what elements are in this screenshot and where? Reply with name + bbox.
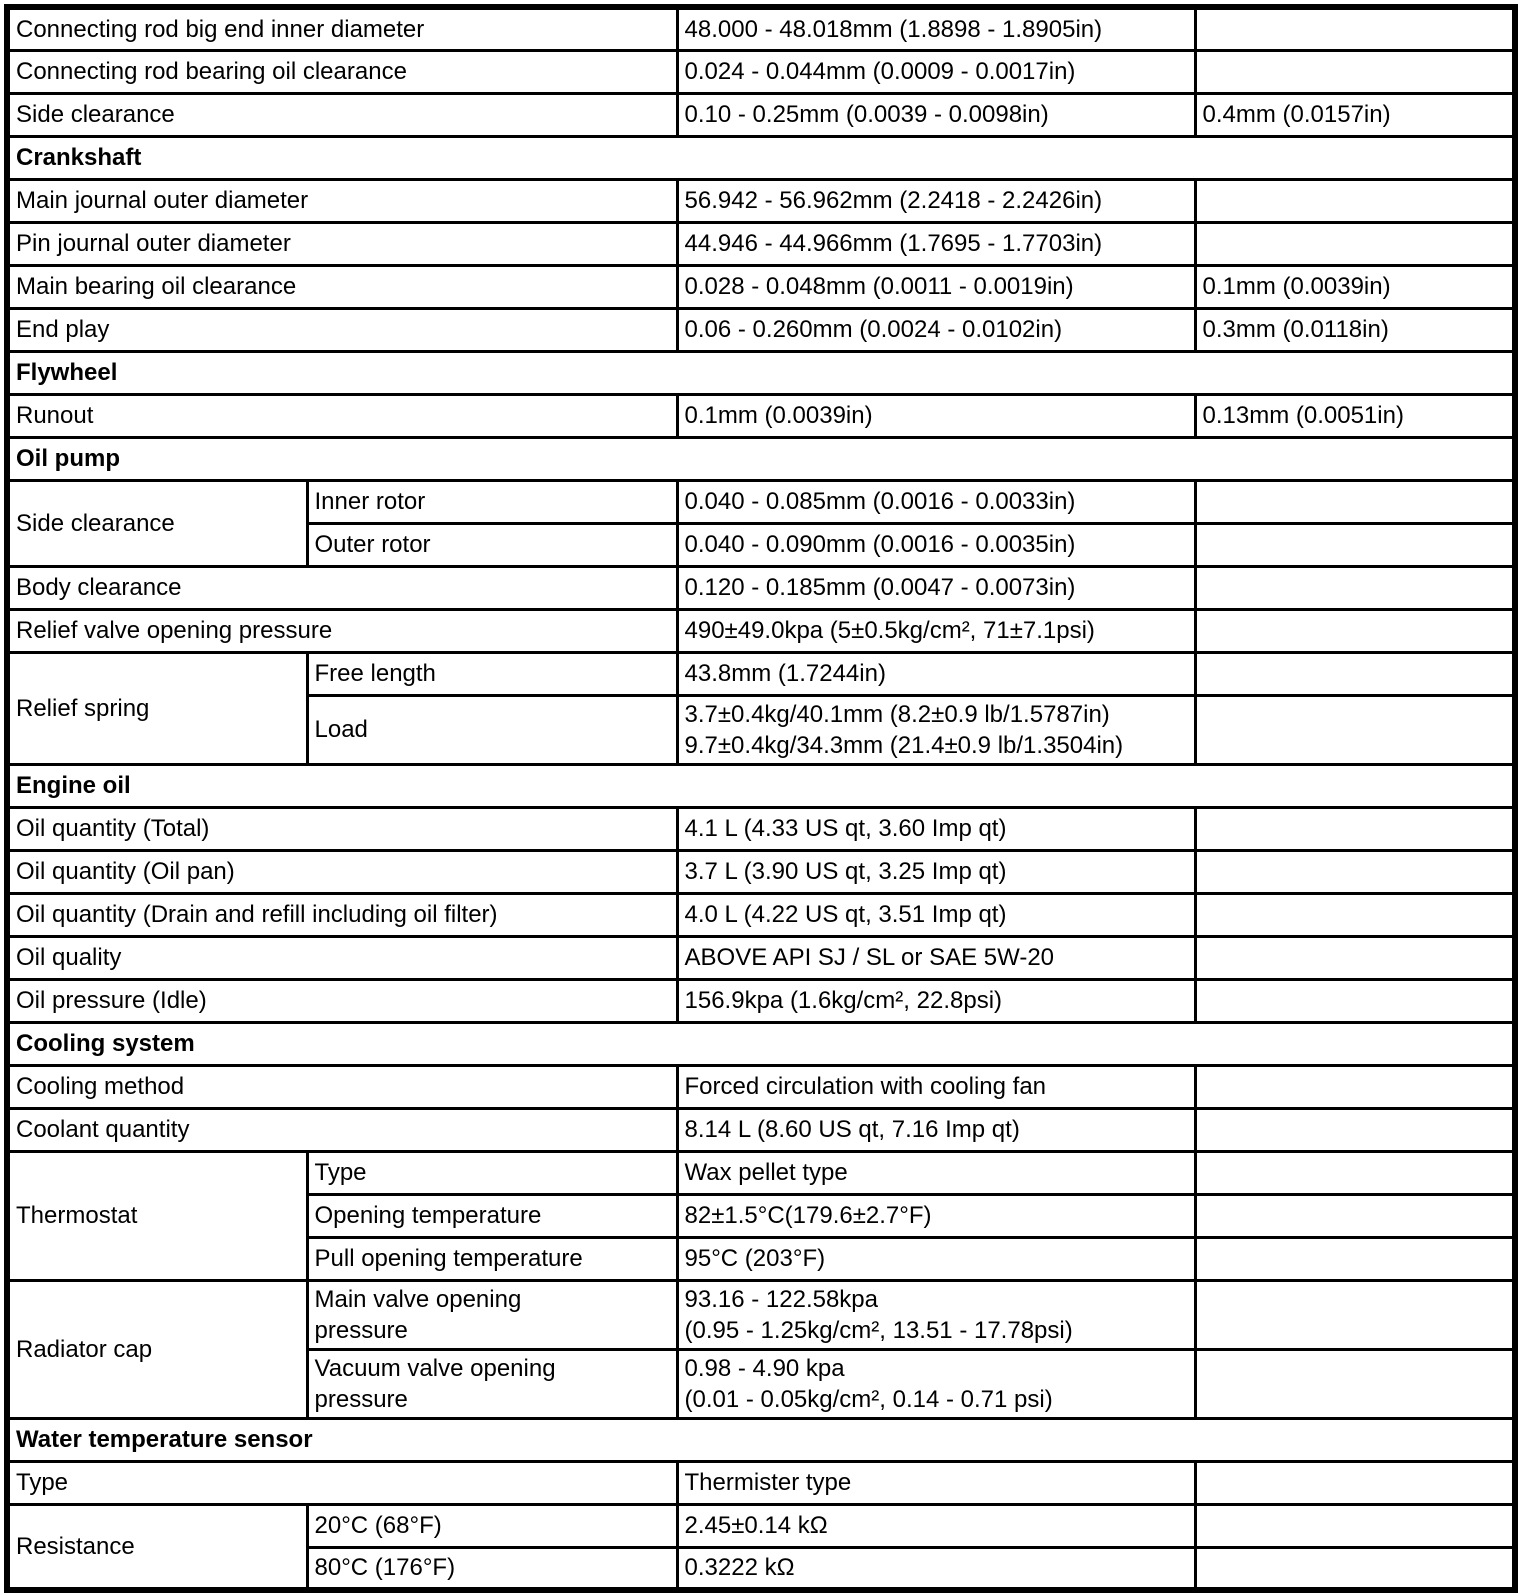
spec-row xyxy=(7,50,1515,93)
spec-value-cell: 8.14 L (8.60 US qt, 7.16 Imp qt) xyxy=(677,1108,1195,1151)
section-header-cell: Engine oil xyxy=(7,764,1515,807)
spec-value-cell: 82±1.5°C(179.6±2.7°F) xyxy=(677,1194,1195,1237)
spec-label-cell: Pin journal outer diameter xyxy=(7,222,677,265)
spec-limit-cell: 0.3mm (0.0118in) xyxy=(1195,308,1515,351)
spec-limit-cell xyxy=(1195,850,1515,893)
spec-limit-cell xyxy=(1195,480,1515,523)
spec-value-cell: 3.7±0.4kg/40.1mm (8.2±0.9 lb/1.5787in) 9.7±0.4kg/34.3mm (21.4±0.9 lb/1.3504in) xyxy=(677,695,1195,764)
spec-row xyxy=(7,480,1515,523)
spec-value-cell: 0.040 - 0.085mm (0.0016 - 0.0033in) xyxy=(677,480,1195,523)
spec-limit-cell xyxy=(1195,179,1515,222)
spec-limit-cell xyxy=(1195,7,1515,50)
spec-subitem-cell: Main valve opening pressure xyxy=(307,1280,677,1349)
spec-value-cell: 0.028 - 0.048mm (0.0011 - 0.0019in) xyxy=(677,265,1195,308)
spec-row xyxy=(7,1504,1515,1547)
spec-value-cell: 43.8mm (1.7244in) xyxy=(677,652,1195,695)
spec-row xyxy=(7,652,1515,695)
spec-limit-cell xyxy=(1195,893,1515,936)
spec-limit-cell xyxy=(1195,936,1515,979)
spec-label-cell: Thermostat xyxy=(7,1151,307,1280)
spec-limit-cell xyxy=(1195,1065,1515,1108)
spec-value-cell: 490±49.0kpa (5±0.5kg/cm², 71±7.1psi) xyxy=(677,609,1195,652)
spec-value-cell: 0.3222 kΩ xyxy=(677,1547,1195,1590)
spec-value-cell: 156.9kpa (1.6kg/cm², 22.8psi) xyxy=(677,979,1195,1022)
spec-value-cell: 3.7 L (3.90 US qt, 3.25 Imp qt) xyxy=(677,850,1195,893)
spec-label-cell: Oil quantity (Oil pan) xyxy=(7,850,677,893)
spec-limit-cell xyxy=(1195,807,1515,850)
spec-limit-cell xyxy=(1195,1194,1515,1237)
spec-limit-cell: 0.4mm (0.0157in) xyxy=(1195,93,1515,136)
spec-row xyxy=(7,308,1515,351)
spec-value-cell: 0.10 - 0.25mm (0.0039 - 0.0098in) xyxy=(677,93,1195,136)
spec-row xyxy=(7,1280,1515,1349)
section-header-cell: Water temperature sensor xyxy=(7,1418,1515,1461)
spec-limit-cell xyxy=(1195,1461,1515,1504)
spec-row xyxy=(7,893,1515,936)
spec-value-cell: 56.942 - 56.962mm (2.2418 - 2.2426in) xyxy=(677,179,1195,222)
spec-subitem-cell: Inner rotor xyxy=(307,480,677,523)
spec-value-cell: 0.040 - 0.090mm (0.0016 - 0.0035in) xyxy=(677,523,1195,566)
spec-row xyxy=(7,1108,1515,1151)
spec-value-cell: Thermister type xyxy=(677,1461,1195,1504)
spec-label-cell: Oil quantity (Total) xyxy=(7,807,677,850)
section-header-cell: Flywheel xyxy=(7,351,1515,394)
section-row xyxy=(7,136,1515,179)
spec-value-cell: 95°C (203°F) xyxy=(677,1237,1195,1280)
spec-limit-cell xyxy=(1195,1349,1515,1418)
spec-label-cell: Oil pressure (Idle) xyxy=(7,979,677,1022)
spec-label-cell: Connecting rod big end inner diameter xyxy=(7,7,677,50)
spec-value-cell: 0.120 - 0.185mm (0.0047 - 0.0073in) xyxy=(677,566,1195,609)
spec-label-cell: Main journal outer diameter xyxy=(7,179,677,222)
spec-row xyxy=(7,936,1515,979)
spec-value-cell: ABOVE API SJ / SL or SAE 5W-20 xyxy=(677,936,1195,979)
section-header-cell: Cooling system xyxy=(7,1022,1515,1065)
section-header-cell: Crankshaft xyxy=(7,136,1515,179)
spec-value-cell: 2.45±0.14 kΩ xyxy=(677,1504,1195,1547)
spec-row xyxy=(7,609,1515,652)
spec-row xyxy=(7,807,1515,850)
spec-label-cell: Relief valve opening pressure xyxy=(7,609,677,652)
spec-limit-cell: 0.1mm (0.0039in) xyxy=(1195,265,1515,308)
spec-label-cell: Oil quantity (Drain and refill including oil filter) xyxy=(7,893,677,936)
spec-subitem-cell: Load xyxy=(307,695,677,764)
spec-row xyxy=(7,1065,1515,1108)
spec-label-cell: Relief spring xyxy=(7,652,307,764)
spec-row xyxy=(7,265,1515,308)
spec-row xyxy=(7,93,1515,136)
spec-label-cell: End play xyxy=(7,308,677,351)
spec-label-cell: Side clearance xyxy=(7,93,677,136)
spec-row xyxy=(7,222,1515,265)
spec-value-cell: 0.1mm (0.0039in) xyxy=(677,394,1195,437)
spec-value-cell: 0.06 - 0.260mm (0.0024 - 0.0102in) xyxy=(677,308,1195,351)
section-row xyxy=(7,764,1515,807)
spec-limit-cell xyxy=(1195,695,1515,764)
spec-limit-cell xyxy=(1195,1280,1515,1349)
section-header-cell: Oil pump xyxy=(7,437,1515,480)
spec-label-cell: Radiator cap xyxy=(7,1280,307,1418)
spec-subitem-cell: Type xyxy=(307,1151,677,1194)
spec-subitem-cell: Free length xyxy=(307,652,677,695)
spec-label-cell: Resistance xyxy=(7,1504,307,1590)
spec-label-cell: Oil quality xyxy=(7,936,677,979)
spec-subitem-cell: Opening temperature xyxy=(307,1194,677,1237)
spec-value-cell: 4.1 L (4.33 US qt, 3.60 Imp qt) xyxy=(677,807,1195,850)
spec-subitem-cell: Outer rotor xyxy=(307,523,677,566)
spec-row xyxy=(7,566,1515,609)
section-row xyxy=(7,437,1515,480)
spec-limit-cell xyxy=(1195,1504,1515,1547)
spec-value-cell: 44.946 - 44.966mm (1.7695 - 1.7703in) xyxy=(677,222,1195,265)
section-row xyxy=(7,1418,1515,1461)
spec-value-cell: 4.0 L (4.22 US qt, 3.51 Imp qt) xyxy=(677,893,1195,936)
spec-row xyxy=(7,394,1515,437)
spec-limit-cell xyxy=(1195,50,1515,93)
spec-limit-cell xyxy=(1195,1237,1515,1280)
spec-row xyxy=(7,850,1515,893)
spec-subitem-cell: 80°C (176°F) xyxy=(307,1547,677,1590)
spec-value-cell: Forced circulation with cooling fan xyxy=(677,1065,1195,1108)
spec-row xyxy=(7,979,1515,1022)
spec-limit-cell xyxy=(1195,1547,1515,1590)
spec-subitem-cell: Vacuum valve opening pressure xyxy=(307,1349,677,1418)
spec-label-cell: Runout xyxy=(7,394,677,437)
spec-value-cell: 0.024 - 0.044mm (0.0009 - 0.0017in) xyxy=(677,50,1195,93)
spec-row xyxy=(7,7,1515,50)
spec-limit-cell xyxy=(1195,1151,1515,1194)
spec-limit-cell xyxy=(1195,566,1515,609)
spec-label-cell: Type xyxy=(7,1461,677,1504)
spec-label-cell: Main bearing oil clearance xyxy=(7,265,677,308)
spec-limit-cell xyxy=(1195,652,1515,695)
spec-limit-cell xyxy=(1195,979,1515,1022)
spec-value-cell: 0.98 - 4.90 kpa (0.01 - 0.05kg/cm², 0.14 - 0.71 psi) xyxy=(677,1349,1195,1418)
spec-label-cell: Connecting rod bearing oil clearance xyxy=(7,50,677,93)
spec-value-cell: Wax pellet type xyxy=(677,1151,1195,1194)
spec-subitem-cell: Pull opening temperature xyxy=(307,1237,677,1280)
spec-limit-cell: 0.13mm (0.0051in) xyxy=(1195,394,1515,437)
section-row xyxy=(7,1022,1515,1065)
spec-row xyxy=(7,179,1515,222)
spec-table-body xyxy=(7,7,1515,1590)
spec-label-cell: Coolant quantity xyxy=(7,1108,677,1151)
engine-specifications-table xyxy=(4,4,1518,1593)
spec-value-cell: 93.16 - 122.58kpa (0.95 - 1.25kg/cm², 13.51 - 17.78psi) xyxy=(677,1280,1195,1349)
spec-row xyxy=(7,1461,1515,1504)
spec-row xyxy=(7,1151,1515,1194)
spec-limit-cell xyxy=(1195,609,1515,652)
spec-label-cell: Body clearance xyxy=(7,566,677,609)
spec-label-cell: Cooling method xyxy=(7,1065,677,1108)
spec-limit-cell xyxy=(1195,1108,1515,1151)
spec-limit-cell xyxy=(1195,523,1515,566)
spec-subitem-cell: 20°C (68°F) xyxy=(307,1504,677,1547)
spec-label-cell: Side clearance xyxy=(7,480,307,566)
spec-limit-cell xyxy=(1195,222,1515,265)
section-row xyxy=(7,351,1515,394)
spec-value-cell: 48.000 - 48.018mm (1.8898 - 1.8905in) xyxy=(677,7,1195,50)
